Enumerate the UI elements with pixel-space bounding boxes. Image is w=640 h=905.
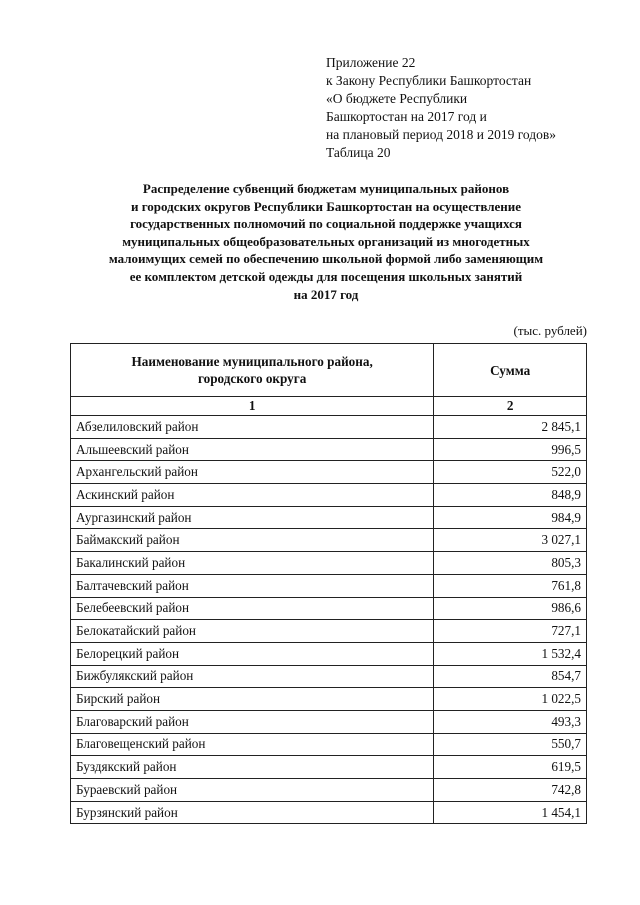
column-header-name	[71, 344, 434, 397]
subsidy-amount: 986,6	[434, 597, 587, 620]
table-row	[71, 665, 587, 688]
district-name: Аскинский район	[71, 484, 434, 507]
units-label: (тыс. рублей)	[513, 323, 587, 338]
subsidy-amount: 742,8	[434, 779, 587, 802]
district-name: Благовещенский район	[71, 733, 434, 756]
table-row	[71, 756, 587, 779]
subsidy-amount: 522,0	[434, 461, 587, 484]
title-line: ее комплектом детской одежды для посещения школьных занятий	[129, 268, 523, 284]
table-number: Таблица 20	[326, 145, 391, 160]
column-header-name-line1: Наименование муниципального района,	[131, 354, 373, 369]
title-line: на 2017 год	[293, 286, 359, 302]
title-line: и городских округов Республики Башкортостан на осуществление	[130, 198, 522, 214]
subsidy-amount: 550,7	[434, 733, 587, 756]
subsidy-amount: 854,7	[434, 665, 587, 688]
district-name: Баймакский район	[71, 529, 434, 552]
title-line: Распределение субвенций бюджетам муниципальных районов	[142, 181, 510, 196]
subsidy-amount: 805,3	[434, 552, 587, 575]
table-row	[71, 416, 587, 439]
district-name: Бирский район	[71, 688, 434, 711]
table-row	[71, 438, 587, 461]
subsidy-amount: 1 454,1	[434, 801, 587, 824]
table-row	[71, 574, 587, 597]
district-name: Абзелиловский район	[71, 416, 434, 439]
appendix-reference	[326, 54, 556, 162]
district-name: Буздякский район	[71, 756, 434, 779]
appendix-line: на плановый период 2018 и 2019 годов»	[326, 127, 557, 142]
column-index: 1	[71, 397, 434, 416]
subsidy-amount: 1 022,5	[434, 688, 587, 711]
table-row	[71, 642, 587, 665]
subsidy-amount: 3 027,1	[434, 529, 587, 552]
district-name: Альшеевский район	[71, 438, 434, 461]
district-name: Благоварский район	[71, 710, 434, 733]
district-name: Бакалинский район	[71, 552, 434, 575]
column-header-name-line2: городского округа	[197, 371, 307, 386]
table-row	[71, 506, 587, 529]
column-header-amount: Сумма	[434, 344, 587, 397]
table-header-row	[71, 344, 587, 397]
column-index: 2	[434, 397, 587, 416]
district-name: Бурзянский район	[71, 801, 434, 824]
table-row	[71, 484, 587, 507]
subsidy-table	[70, 343, 587, 824]
district-name: Бижбулякский район	[71, 665, 434, 688]
appendix-line: «О бюджете Республики	[326, 91, 468, 106]
district-name: Белорецкий район	[71, 642, 434, 665]
district-name: Аургазинский район	[71, 506, 434, 529]
title-line: муниципальных общеобразовательных организаций из многодетных	[122, 233, 530, 249]
title-line: государственных полномочий по социальной поддержке учащихся	[130, 216, 522, 232]
district-name: Балтачевский район	[71, 574, 434, 597]
table-row	[71, 529, 587, 552]
subsidy-amount: 761,8	[434, 574, 587, 597]
table-row	[71, 597, 587, 620]
subsidy-amount: 493,3	[434, 710, 587, 733]
table-row	[71, 688, 587, 711]
title-line: малоимущих семей по обеспечению школьной формой либо заменяющим	[108, 251, 544, 267]
table-row	[71, 552, 587, 575]
table-row	[71, 733, 587, 756]
document-title	[60, 180, 592, 303]
table-row	[71, 801, 587, 824]
subsidy-amount: 2 845,1	[434, 416, 587, 439]
table-body	[71, 416, 587, 824]
subsidy-amount: 727,1	[434, 620, 587, 643]
column-index-row	[71, 397, 587, 416]
district-name: Белокатайский район	[71, 620, 434, 643]
table-row	[71, 461, 587, 484]
appendix-line: Приложение 22	[326, 55, 416, 70]
table-row	[71, 779, 587, 802]
subsidy-amount: 984,9	[434, 506, 587, 529]
subsidy-amount: 996,5	[434, 438, 587, 461]
subsidy-amount: 848,9	[434, 484, 587, 507]
district-name: Бураевский район	[71, 779, 434, 802]
district-name: Архангельский район	[71, 461, 434, 484]
appendix-line: Башкортостан на 2017 год и	[326, 109, 487, 124]
table-row	[71, 620, 587, 643]
district-name: Белебеевский район	[71, 597, 434, 620]
subsidy-amount: 619,5	[434, 756, 587, 779]
appendix-line: к Закону Республики Башкортостан	[326, 73, 532, 88]
subsidy-amount: 1 532,4	[434, 642, 587, 665]
table-row	[71, 710, 587, 733]
